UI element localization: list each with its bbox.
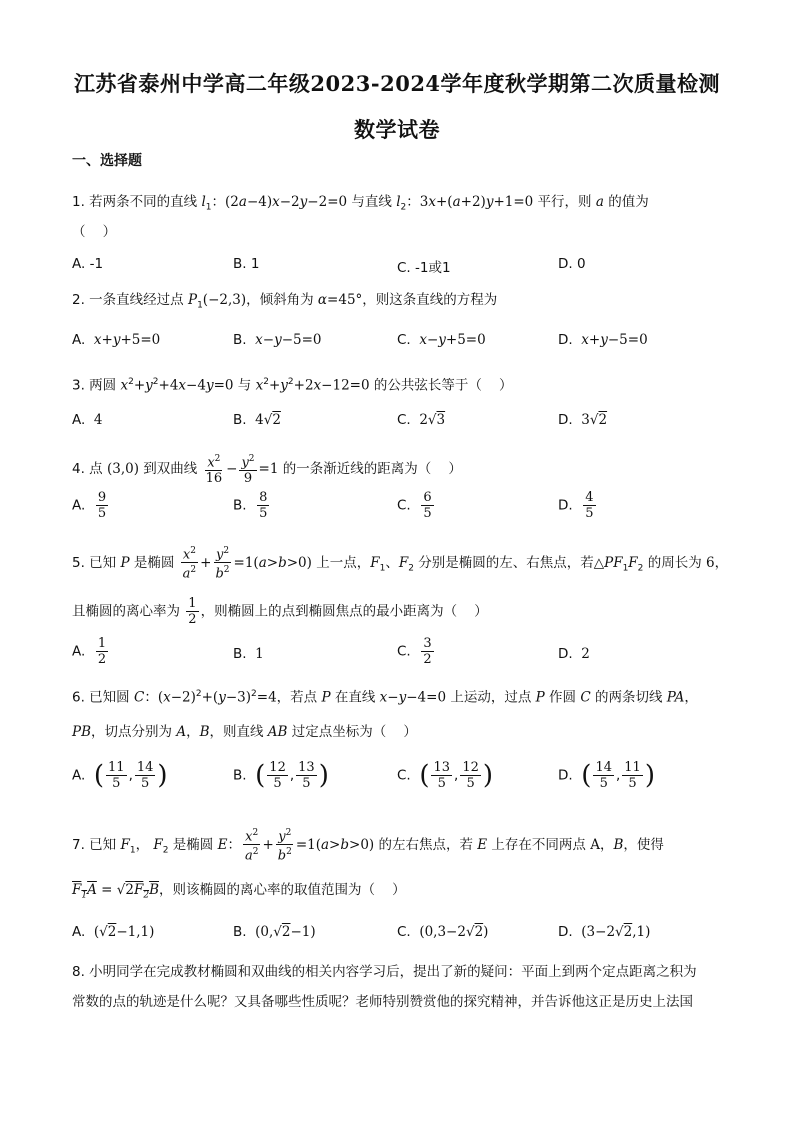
option-d[interactable]: D. ( $\frac{14}{5}$ , $\frac{11}{5}$ ) [558, 760, 655, 791]
option-d[interactable]: D. 0 [558, 256, 586, 272]
question-2-options [72, 332, 732, 372]
option-b[interactable]: B. x−y−5=0 [233, 332, 322, 348]
option-b[interactable]: B. $\frac{8}{5}$ [233, 490, 268, 521]
question-6-options [72, 760, 732, 800]
question-6-stem: 6. 已知圆 C：$(x-2)^2+(y-3)^2=4$，若点 P 在直线 x−y−4=0 上运动，过点 P 作圆 C 的两条切线 PA， [72, 689, 698, 706]
option-c[interactable]: C. ( $\frac{13}{5}$ , $\frac{12}{5}$ ) [397, 760, 494, 791]
exam-subtitle: 数学试卷 [354, 117, 440, 142]
question-5-stem-cont: 且椭圆的离心率为 $\frac{1}{2}$ ，则椭圆上的点到椭圆焦点的最小距离为（ ） [72, 596, 488, 627]
option-a[interactable]: A. x+y+5=0 [72, 332, 161, 348]
option-a[interactable]: A. 4 [72, 412, 103, 428]
option-b[interactable]: B. 1 [233, 646, 264, 662]
option-c[interactable]: C. 2√3 [397, 412, 446, 428]
question-7-options [72, 924, 732, 964]
question-1-stem-cont: （ ） [72, 224, 117, 240]
question-6-stem-cont: PB，切点分别为 A，B，则直线 AB 过定点坐标为（ ） [72, 724, 417, 740]
question-2-stem: 2. 一条直线经过点 $P_1(-2,3)$，倾斜角为 α=45°，则这条直线的方程为 [72, 292, 498, 311]
question-4-stem: 4. 点 (3,0) 到双曲线 $\frac{x^2}{16}$ − $\frac{y^2}{9}$ =1 的一条渐近线的距离为（ ） [72, 454, 462, 487]
option-c[interactable]: C. (0,3−2√2) [397, 924, 489, 940]
exam-title: 江苏省泰州中学高二年级2023-2024学年度秋学期第二次质量检测 [73, 71, 721, 96]
option-b[interactable]: B. ( $\frac{12}{5}$ , $\frac{13}{5}$ ) [233, 760, 329, 791]
option-c[interactable]: C. x−y+5=0 [397, 332, 486, 348]
option-c[interactable]: C. -1或1 [397, 260, 451, 276]
question-7-stem-cont: $F_1A = √2F_2B$，则该椭圆的离心率的取值范围为（ ） [72, 882, 406, 901]
option-d[interactable]: D. 3√2 [558, 412, 608, 428]
option-b[interactable]: B. (0,√2−1) [233, 924, 316, 940]
section-heading: 一、选择题 [72, 153, 142, 169]
question-7-stem: 7. 已知 $F_1$， $F_2$ 是椭圆 E： $\frac{x^2}{a^2}$ + $\frac{y^2}{b^2}$ =1(a>b>0) 的左右焦点，若 E 上存在不同两点 A，B，使得 [72, 828, 664, 864]
option-c[interactable]: C. $\frac{3}{2}$ [397, 636, 432, 667]
question-8-stem-cont: 常数的点的轨迹是什么呢？又具备哪些性质呢？老师特别赞赏他的探究精神，并告诉他这正是历史上法国 [72, 994, 693, 1010]
option-a[interactable]: A. $\frac{1}{2}$ [72, 636, 107, 667]
question-4-options [72, 490, 732, 530]
question-3-stem: 3. 两圆 $x^2+y^2+4x-4y=0$ 与 $x^2+y^2+2x-12=0$ 的公共弦长等于（ ） [72, 377, 513, 394]
question-5-stem: 5. 已知 P 是椭圆 $\frac{x^2}{a^2}$ + $\frac{y^2}{b^2}$ =1(a>b>0) 上一点，$F_1$、$F_2$ 分别是椭圆的左、右焦点，若$\triangle PF_1F_2$ 的周长为 6， [72, 546, 729, 582]
option-a[interactable]: A. (√2−1,1) [72, 924, 155, 940]
question-1-stem: 1. 若两条不同的直线 $l_1$：(2a−4)x−2y−2=0 与直线 $l_2$：3x+(a+2)y+1=0 平行，则 a 的值为 [72, 194, 649, 213]
option-d[interactable]: D. 2 [558, 646, 590, 662]
question-5-options [72, 636, 732, 676]
question-3-options [72, 412, 732, 452]
option-a[interactable]: A. $\frac{9}{5}$ [72, 490, 107, 521]
option-a[interactable]: A. ( $\frac{11}{5}$ , $\frac{14}{5}$ ) [72, 760, 168, 791]
option-d[interactable]: D. $\frac{4}{5}$ [558, 490, 594, 521]
option-d[interactable]: D. x+y−5=0 [558, 332, 648, 348]
option-a[interactable]: A. -1 [72, 256, 104, 272]
option-d[interactable]: D. (3−2√2,1) [558, 924, 651, 940]
option-c[interactable]: C. $\frac{6}{5}$ [397, 490, 432, 521]
option-b[interactable]: B. 4√2 [233, 412, 281, 428]
question-8-stem: 8. 小明同学在完成教材椭圆和双曲线的相关内容学习后，提出了新的疑问：平面上到两个定点距离之积为 [72, 964, 697, 980]
option-b[interactable]: B. 1 [233, 256, 260, 272]
